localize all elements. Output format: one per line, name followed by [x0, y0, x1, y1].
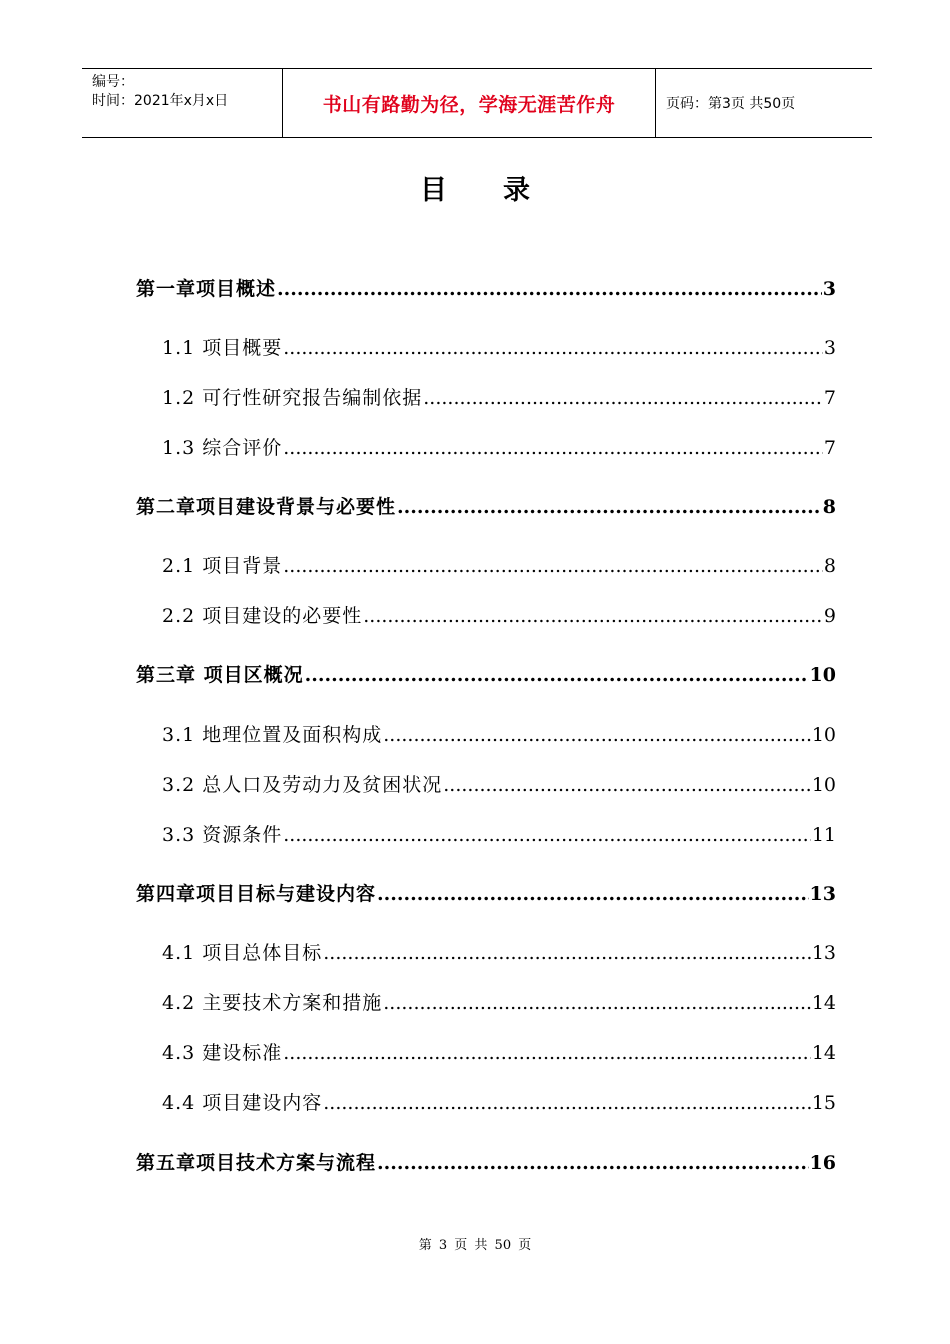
toc-entry-page-number: 8: [823, 555, 836, 577]
toc-entry-label: 第三章 项目区概况: [136, 664, 304, 686]
toc-section-entry[interactable]: [162, 551, 836, 578]
toc-dot-leader: [283, 337, 823, 359]
toc-entry-label: 3.2 总人口及劳动力及贫困状况: [162, 774, 443, 796]
toc-section-entry[interactable]: [162, 383, 836, 410]
toc-entry-page-number: 13: [811, 942, 836, 964]
toc-entry-page-number: 16: [809, 1152, 836, 1174]
toc-dot-leader: [383, 992, 811, 1014]
header-page-info: 页码：第3页 共50页: [666, 96, 796, 112]
toc-dot-leader: [283, 555, 823, 577]
toc-section-entry[interactable]: [162, 1038, 836, 1065]
toc-entry-page-number: 3: [823, 337, 836, 359]
header-motto: 书山有路勤为径，学海无涯苦作舟: [283, 69, 656, 137]
toc-entry-label: 1.1 项目概要: [162, 337, 283, 359]
toc-entry-label: 2.1 项目背景: [162, 555, 283, 577]
toc-entry-page-number: 13: [809, 883, 836, 905]
toc-section-entry[interactable]: [162, 1088, 836, 1115]
toc-entry-page-number: 7: [823, 387, 836, 409]
toc-entry-label: 4.1 项目总体目标: [162, 942, 323, 964]
toc-dot-leader: [283, 824, 811, 846]
toc-dot-leader: [323, 942, 811, 964]
toc-chapter-entry[interactable]: [136, 492, 836, 519]
toc-dot-leader: [397, 496, 822, 518]
toc-chapter-entry[interactable]: [136, 1148, 836, 1175]
toc-entry-label: 第一章项目概述: [136, 278, 277, 300]
page-header: [82, 68, 872, 138]
toc-dot-leader: [377, 1152, 809, 1174]
time-label: 时间：2021年x月x日: [92, 93, 229, 109]
toc-section-entry[interactable]: [162, 601, 836, 628]
toc-entry-page-number: 10: [811, 724, 836, 746]
toc-entry-page-number: 3: [822, 278, 836, 300]
toc-entry-page-number: 14: [811, 992, 836, 1014]
toc-dot-leader: [377, 883, 809, 905]
toc-section-entry[interactable]: [162, 820, 836, 847]
toc-dot-leader: [423, 387, 823, 409]
toc-entry-label: 4.2 主要技术方案和措施: [162, 992, 383, 1014]
toc-dot-leader: [383, 724, 811, 746]
toc-dot-leader: [323, 1092, 811, 1114]
toc-entry-label: 第四章项目目标与建设内容: [136, 883, 377, 905]
toc-entry-page-number: 11: [811, 824, 836, 846]
toc-section-entry[interactable]: [162, 720, 836, 747]
toc-entry-page-number: 10: [811, 774, 836, 796]
header-meta: [82, 69, 283, 137]
toc-dot-leader: [363, 605, 823, 627]
toc-dot-leader: [277, 278, 822, 300]
toc-entry-page-number: 14: [811, 1042, 836, 1064]
toc-chapter-entry[interactable]: [136, 879, 836, 906]
toc-dot-leader: [443, 774, 811, 796]
toc-entry-label: 3.1 地理位置及面积构成: [162, 724, 383, 746]
toc-entry-label: 1.3 综合评价: [162, 437, 283, 459]
toc-section-entry[interactable]: [162, 770, 836, 797]
toc-entry-label: 4.4 项目建设内容: [162, 1092, 323, 1114]
toc-entry-label: 第五章项目技术方案与流程: [136, 1152, 377, 1174]
toc-entry-page-number: 10: [809, 664, 836, 686]
serial-label: 编号：: [92, 74, 134, 90]
toc-entry-label: 2.2 项目建设的必要性: [162, 605, 363, 627]
toc-entry-page-number: 8: [822, 496, 836, 518]
toc-chapter-entry[interactable]: [136, 660, 836, 687]
toc-section-entry[interactable]: [162, 938, 836, 965]
toc-entry-page-number: 15: [811, 1092, 836, 1114]
toc-section-entry[interactable]: [162, 333, 836, 360]
page-footer: 第 3 页 共 50 页: [418, 1238, 532, 1253]
toc-dot-leader: [283, 1042, 811, 1064]
page-title: 目录: [420, 175, 586, 206]
toc-chapter-entry[interactable]: [136, 274, 836, 301]
toc-entry-label: 3.3 资源条件: [162, 824, 283, 846]
toc-entry-label: 第二章项目建设背景与必要性: [136, 496, 397, 518]
toc-entry-page-number: 9: [823, 605, 836, 627]
toc-entry-label: 4.3 建设标准: [162, 1042, 283, 1064]
toc-dot-leader: [283, 437, 823, 459]
toc-entry-label: 1.2 可行性研究报告编制依据: [162, 387, 423, 409]
toc-section-entry[interactable]: [162, 988, 836, 1015]
toc-section-entry[interactable]: [162, 433, 836, 460]
toc-dot-leader: [305, 664, 809, 686]
toc-entry-page-number: 7: [823, 437, 836, 459]
